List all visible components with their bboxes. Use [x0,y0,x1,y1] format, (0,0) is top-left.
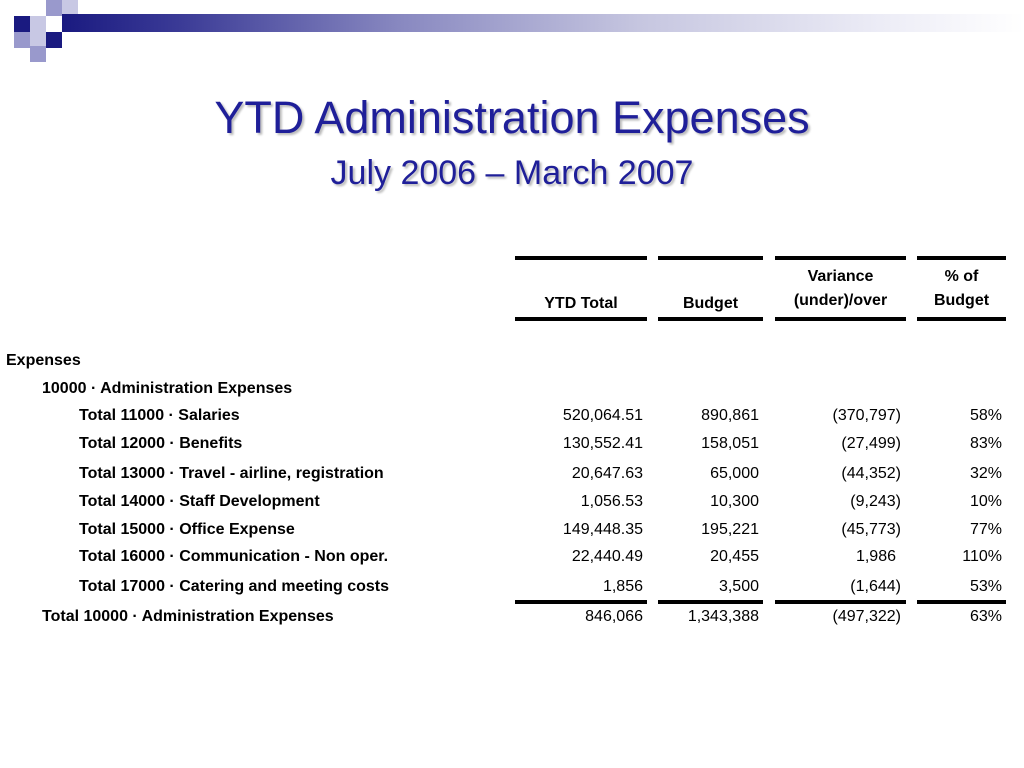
total-pct-budget: 63% [969,608,1002,625]
top-gradient-band [62,14,1024,32]
cell-pct-budget: 77% [969,521,1002,538]
total-rule [515,600,647,604]
cell-variance: (45,773) [841,521,901,538]
cell-pct-budget: 32% [969,465,1002,482]
cell-ytd-total: 22,440.49 [571,548,643,565]
cell-ytd-total: 520,064.51 [562,407,643,424]
group-label-admin-expenses: 10000 · Administration Expenses [42,380,293,397]
decor-square [14,32,30,48]
cell-budget: 10,300 [710,493,759,510]
cell-ytd-total: 20,647.63 [571,465,643,482]
cell-ytd-total: 1,056.53 [580,493,643,510]
header-budget: Budget [682,295,739,312]
cell-variance: (9,243) [850,493,901,510]
cell-budget: 3,500 [718,578,759,595]
cell-pct-budget: 83% [969,435,1002,452]
cell-pct-budget: 110% [962,548,1002,565]
row-label: Total 11000 · Salaries [79,407,240,424]
header-variance-line2: (under)/over [793,292,888,309]
cell-variance: 1,986 [855,548,896,565]
header-top-rule [917,256,1006,260]
cell-budget: 890,861 [701,407,759,424]
total-rule [775,600,906,604]
row-label: Total 16000 · Communication - Non oper. [79,548,389,565]
cell-pct-budget: 10% [969,493,1002,510]
cell-ytd-total: 130,552.41 [562,435,643,452]
cell-budget: 195,221 [701,521,759,538]
cell-ytd-total: 1,856 [602,578,643,595]
row-label: Total 14000 · Staff Development [79,493,320,510]
decor-square [46,32,62,48]
decor-square [46,0,62,16]
header-bottom-rule [515,317,647,321]
header-pct-budget [917,265,1006,313]
decor-square [30,46,46,62]
cell-variance: (1,644) [850,578,901,595]
cell-variance: (44,352) [841,465,901,482]
cell-budget: 158,051 [701,435,759,452]
header-bottom-rule [775,317,906,321]
total-rule [917,600,1006,604]
decor-square [30,16,46,32]
total-variance: (497,322) [832,608,901,625]
header-top-rule [775,256,906,260]
header-bottom-rule [917,317,1006,321]
row-label: Total 15000 · Office Expense [79,521,295,538]
slide-title: YTD Administration Expenses [214,92,810,143]
header-top-rule [658,256,763,260]
row-label: Total 17000 · Catering and meeting costs [79,578,390,595]
cell-ytd-total: 149,448.35 [562,521,643,538]
slide-subtitle: July 2006 – March 2007 [330,154,694,192]
section-label-expenses: Expenses [6,352,81,369]
header-bottom-rule [658,317,763,321]
header-variance-line1: Variance [807,268,874,285]
header-pct-line2: Budget [933,292,990,309]
header-variance [775,265,906,313]
total-ytd-total: 846,066 [585,608,643,625]
header-ytd-total: YTD Total [544,295,618,312]
cell-budget: 20,455 [710,548,759,565]
total-row-label: Total 10000 · Administration Expenses [42,608,334,625]
header-pct-line1: % of [944,268,979,285]
row-label: Total 13000 · Travel - airline, registration [79,465,384,482]
decor-square [14,16,30,32]
cell-budget: 65,000 [710,465,759,482]
cell-pct-budget: 53% [969,578,1002,595]
total-budget: 1,343,388 [687,608,759,625]
row-label: Total 12000 · Benefits [79,435,243,452]
cell-pct-budget: 58% [969,407,1002,424]
cell-variance: (27,499) [841,435,901,452]
cell-variance: (370,797) [832,407,901,424]
header-top-rule [515,256,647,260]
total-rule [658,600,763,604]
